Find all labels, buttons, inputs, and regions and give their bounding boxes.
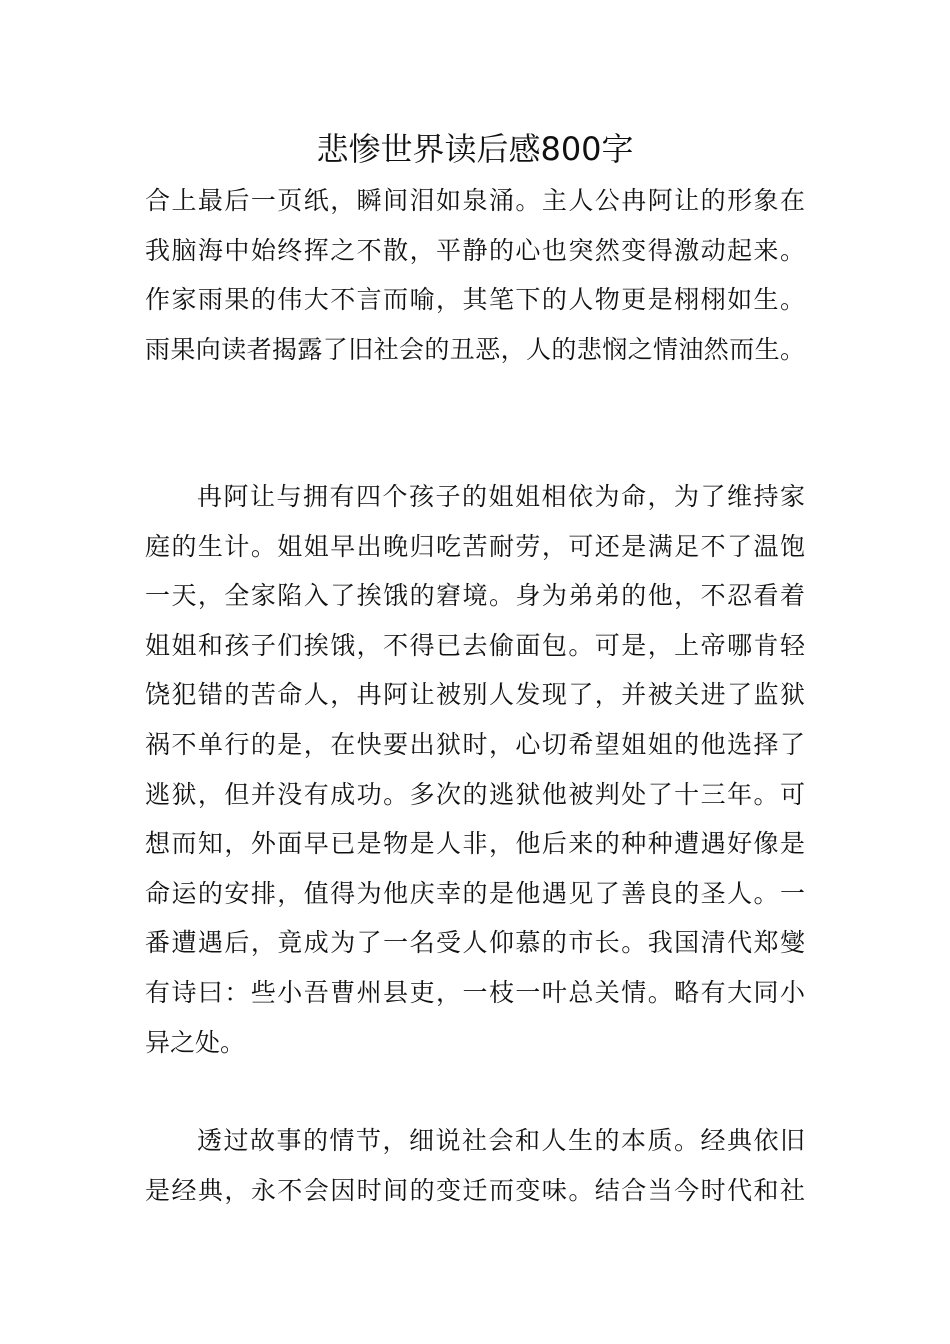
- paragraph-line: 一天，全家陷入了挨饿的窘境。身为弟弟的他，不忍看着: [145, 581, 805, 611]
- paragraph-line: 番遭遇后，竟成为了一名受人仰慕的市长。我国清代郑燮: [145, 928, 805, 958]
- paragraph-line: 命运的安排，值得为他庆幸的是他遇见了善良的圣人。一: [145, 878, 805, 908]
- paragraph-line: 想而知，外面早已是物是人非，他后来的种种遭遇好像是: [145, 829, 805, 859]
- paragraph-line: 异之处。: [145, 1027, 246, 1057]
- paragraph-line: 我脑海中始终挥之不散，平静的心也突然变得激动起来。: [145, 235, 805, 265]
- paragraph-line: 作家雨果的伟大不言而喻，其笔下的人物更是栩栩如生。: [145, 285, 805, 315]
- paragraph-line: 雨果向读者揭露了旧社会的丑恶，人的悲悯之情油然而生。: [145, 334, 805, 364]
- paragraph-line: 冉阿让与拥有四个孩子的姐姐相依为命，为了维持家: [197, 482, 805, 511]
- paragraph-line: 是经典，永不会因时间的变迁而变味。结合当今时代和社: [145, 1175, 805, 1205]
- paragraph-line: 姐姐和孩子们挨饿，不得已去偷面包。可是，上帝哪肯轻: [145, 630, 805, 660]
- paragraph-line: 饶犯错的苦命人，冉阿让被别人发现了，并被关进了监狱: [145, 680, 805, 710]
- paragraph-line: 庭的生计。姐姐早出晚归吃苦耐劳，可还是满足不了温饱: [145, 531, 805, 561]
- paragraph-3: [145, 1116, 805, 1215]
- paragraph-2: [145, 472, 805, 1067]
- paragraph-line: 合上最后一页纸，瞬间泪如泉涌。主人公冉阿让的形象在: [145, 186, 805, 215]
- document-title: 悲惨世界读后感800字: [316, 130, 634, 168]
- paragraph-line: 透过故事的情节，细说社会和人生的本质。经典依旧: [197, 1126, 805, 1155]
- paragraph-1: [145, 176, 805, 374]
- paragraph-line: 逃狱，但并没有成功。多次的逃狱他被判处了十三年。可: [145, 779, 805, 809]
- paragraph-line: 有诗曰：些小吾曹州县吏，一枝一叶总关情。略有大同小: [145, 977, 805, 1007]
- paragraph-line: 祸不单行的是，在快要出狱时，心切希望姐姐的他选择了: [145, 729, 805, 759]
